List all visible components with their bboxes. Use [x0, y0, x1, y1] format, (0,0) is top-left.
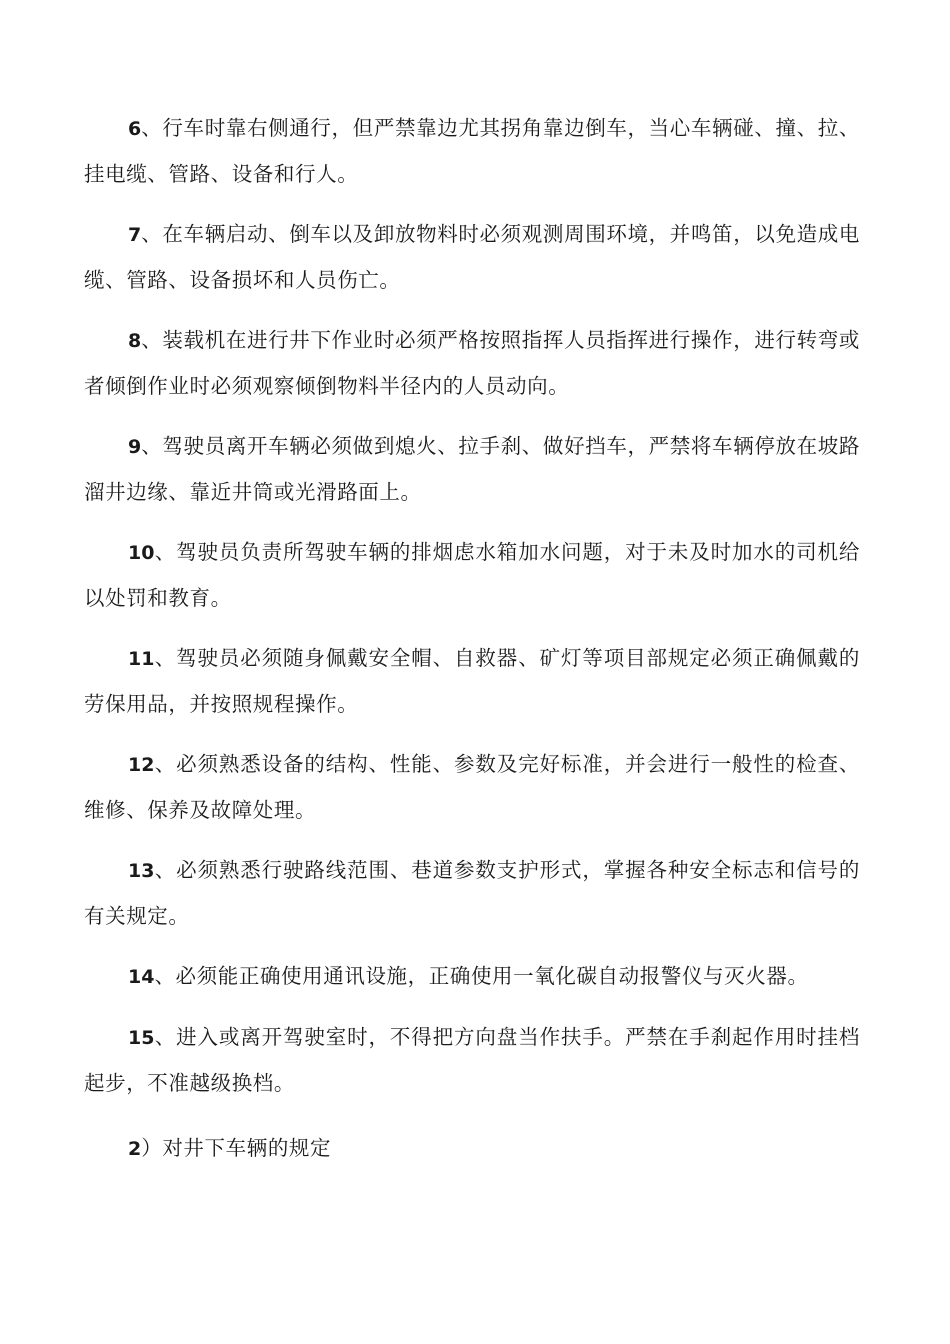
- section-heading: [84, 1126, 860, 1172]
- paragraph-item-6: [84, 106, 860, 197]
- item-number: 6: [128, 118, 142, 140]
- item-text: 、在车辆启动、倒车以及卸放物料时必须观测周围环境，并鸣笛，以免造成电缆、管路、设备损坏和人员伤亡。: [84, 222, 860, 292]
- item-number: 9: [128, 436, 142, 458]
- paragraph-item-8: [84, 318, 860, 409]
- item-number: 7: [128, 224, 142, 246]
- item-number: 11: [128, 648, 155, 670]
- item-number: 14: [128, 966, 155, 988]
- paragraph-item-15: [84, 1015, 860, 1106]
- item-text: 、进入或离开驾驶室时，不得把方向盘当作扶手。严禁在手刹起作用时挂档起步，不准越级换档。: [84, 1025, 860, 1095]
- item-text: 、驾驶员离开车辆必须做到熄火、拉手刹、做好挡车，严禁将车辆停放在坡路溜井边缘、靠近井筒或光滑路面上。: [84, 434, 860, 504]
- paragraph-item-13: [84, 848, 860, 939]
- item-text: 、必须熟悉行驶路线范围、巷道参数支护形式，掌握各种安全标志和信号的有关规定。: [84, 858, 860, 928]
- item-number: 13: [128, 860, 155, 882]
- item-text: 、驾驶员必须随身佩戴安全帽、自救器、矿灯等项目部规定必须正确佩戴的劳保用品，并按照规程操作。: [84, 646, 860, 716]
- paragraph-item-11: [84, 636, 860, 727]
- item-number: 8: [128, 330, 142, 352]
- item-text: 、行车时靠右侧通行，但严禁靠边尤其拐角靠边倒车，当心车辆碰、撞、拉、挂电缆、管路、设备和行人。: [84, 116, 860, 186]
- item-number: 10: [128, 542, 155, 564]
- item-text: 、驾驶员负责所驾驶车辆的排烟虑水箱加水问题，对于未及时加水的司机给以处罚和教育。: [84, 540, 860, 610]
- section-title: ）对井下车辆的规定: [141, 1136, 332, 1160]
- item-number: 12: [128, 754, 155, 776]
- paragraph-item-7: [84, 212, 860, 303]
- item-text: 、装载机在进行井下作业时必须严格按照指挥人员指挥进行操作，进行转弯或者倾倒作业时必须观察倾倒物料半径内的人员动向。: [84, 328, 860, 398]
- section-number: 2: [128, 1138, 142, 1160]
- paragraph-item-12: [84, 742, 860, 833]
- item-text: 、必须熟悉设备的结构、性能、参数及完好标准，并会进行一般性的检查、维修、保养及故障处理。: [84, 752, 860, 822]
- paragraph-item-10: [84, 530, 860, 621]
- paragraph-item-9: [84, 424, 860, 515]
- paragraph-item-14: [84, 954, 860, 1000]
- item-text: 、必须能正确使用通讯设施，正确使用一氧化碳自动报警仪与灭火器。: [154, 964, 809, 988]
- item-number: 15: [128, 1027, 155, 1049]
